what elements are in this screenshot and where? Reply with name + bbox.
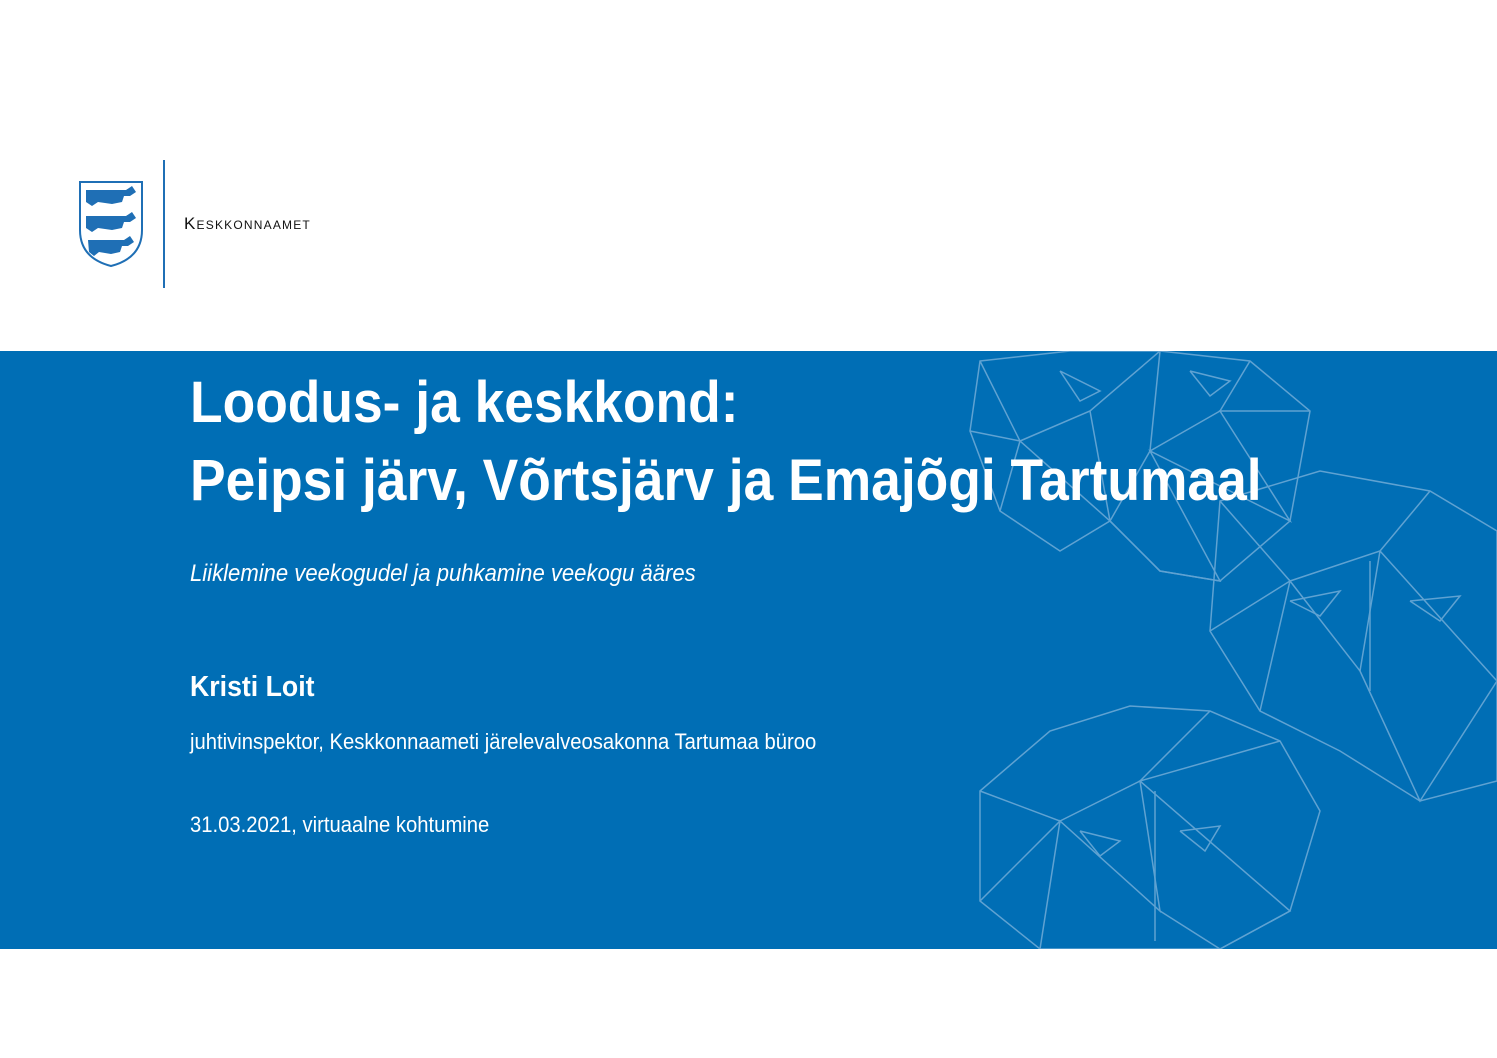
lion-head-bottom [980, 706, 1320, 949]
logo-divider [163, 160, 165, 288]
presenter-role: juhtivinspektor, Keskkonnaameti järelevalveosakonna Tartumaa büroo [190, 729, 817, 754]
coat-of-arms-icon [78, 180, 144, 268]
agency-name: Keskkonnaamet [184, 214, 311, 233]
title-line-2: Peipsi järv, Võrtsjärv ja Emajõgi Tartumaal [190, 448, 1262, 513]
event-date-location: 31.03.2021, virtuaalne kohtumine [190, 812, 490, 837]
slide-title [190, 364, 1262, 520]
presenter-name: Kristi Loit [190, 671, 315, 703]
lion-head-right [1210, 471, 1497, 801]
slide-subtitle: Liiklemine veekogudel ja puhkamine veekogu ääres [190, 560, 696, 587]
title-line-1: Loodus- ja keskkond: [190, 370, 739, 435]
